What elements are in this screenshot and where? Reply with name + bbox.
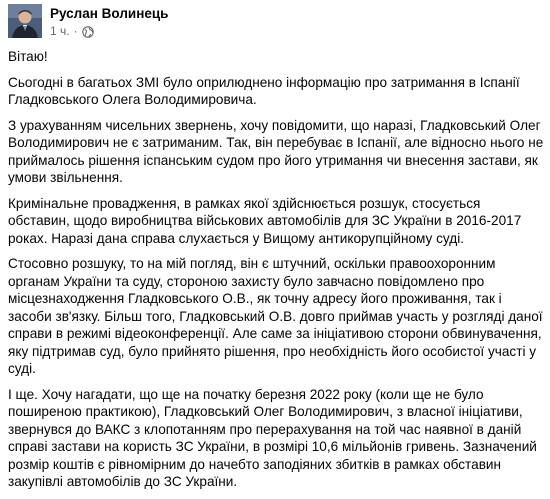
meta-separator: · [73,24,78,38]
globe-icon[interactable] [82,26,94,38]
post-paragraph: Сьогодні в багатьох ЗМІ було оприлюднено інформацію про затримання в Іспанії Гладковського Олега Володимировича. [8,74,520,107]
post-time[interactable]: 1 ч. [50,24,70,38]
post-paragraph: Вітаю! [8,49,48,64]
post-paragraph: Кримінальне провадження, в рамках якої здійснюється розшук, стосується обставин, щодо виробництва військових автомобілів для ЗС України в 2016-2017 роках. Наразі дана справа слухається у Вищому антикорупційному суді. [8,195,522,246]
post-paragraph: З урахуванням чисельних звернень, хочу повідомити, що наразі, Гладковський Олег Володимирович не є затриманим. Так, він перебуває в Іспанії, але відносно нього не приймалось рішення іспанським судом про його утримання чи внесення застави, як умови звільнення. [8,117,544,185]
post-meta [50,24,94,39]
post-text [8,48,544,499]
post-paragraph: І ще. Хочу нагадати, що ще на початку березня 2022 року (коли ще не було поширеною практикою), Гладковський Олег Володимирович, з власної ініціативи, звернувся до ВАКС з клопотанням про перерахування на той час наявної в даній справі застави на користь ЗС України, в розмірі 10,6 мільйонів гривень. Зазначений розмір коштів є рівномірним до начебто заподіяних збитків в рамках обставин закупівлі автомобілів до ЗС України. [8,386,537,489]
post-paragraph: Стосовно розшуку, то на мій погляд, він є штучний, оскільки правоохоронним органам України та суду, стороною захисту було завчасно повідомлено про місцезнаходження Гладковського О.В., як точну адресу його проживання, так і засоби зв'язку. Більш того, Гладковський О.В. довго приймав участь у розгляді даної справи в режимі відеоконференції. Але саме за ініціативою сторони обвинувачення, яку підтримав суд, було прийнято рішення, про необхідність його особистої участі у суді. [8,256,543,376]
avatar-image [8,4,42,38]
author-name[interactable]: Руслан Волинець [50,6,169,21]
avatar[interactable] [8,4,42,38]
post-header [0,0,550,44]
